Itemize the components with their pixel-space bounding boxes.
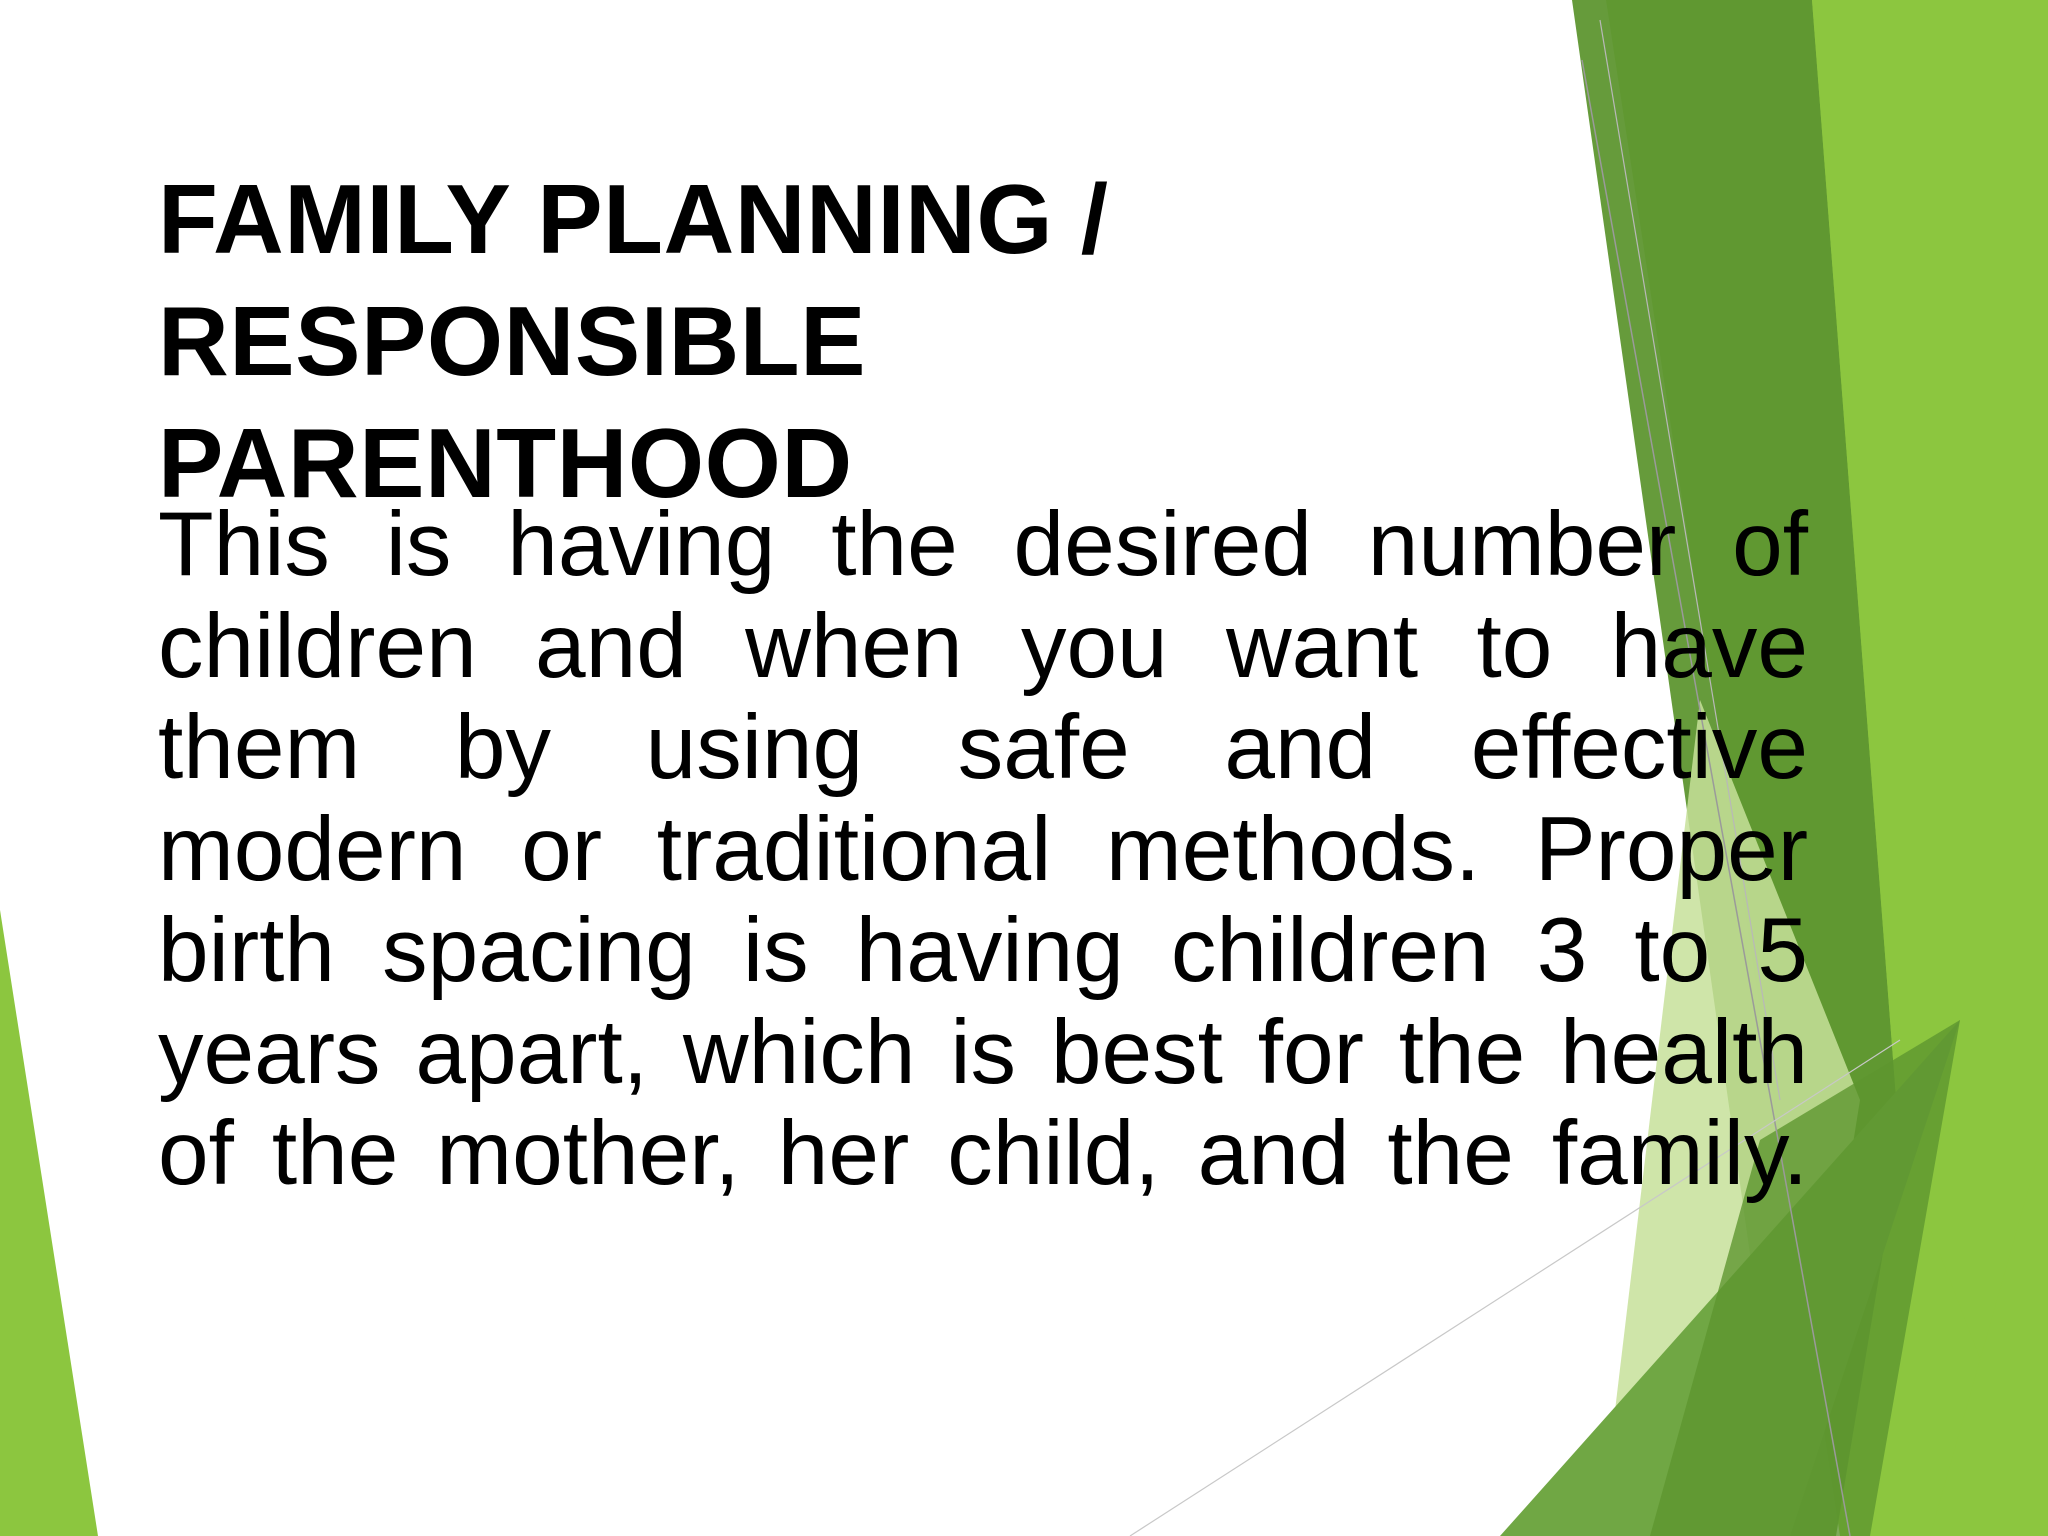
body-line: them by using safe and effective [158,697,1808,798]
body-line: of the mother, her child, and the family. [158,1103,1808,1204]
title-line: RESPONSIBLE [158,286,866,396]
slide-title [158,158,1208,524]
body-line: children and when you want to have [158,595,1808,697]
title-line: PARENTHOOD [158,408,853,518]
body-line: modern or traditional methods. Proper [158,798,1808,900]
body-line: years apart, which is best for the health [158,1001,1808,1103]
title-line: FAMILY PLANNING / [158,164,1109,274]
left-green-sliver [0,910,98,1536]
body-line: birth spacing is having children 3 to 5 [158,900,1808,1001]
body-line: This is having the desired number of [158,494,1808,595]
slide-body-text [158,494,1808,1205]
